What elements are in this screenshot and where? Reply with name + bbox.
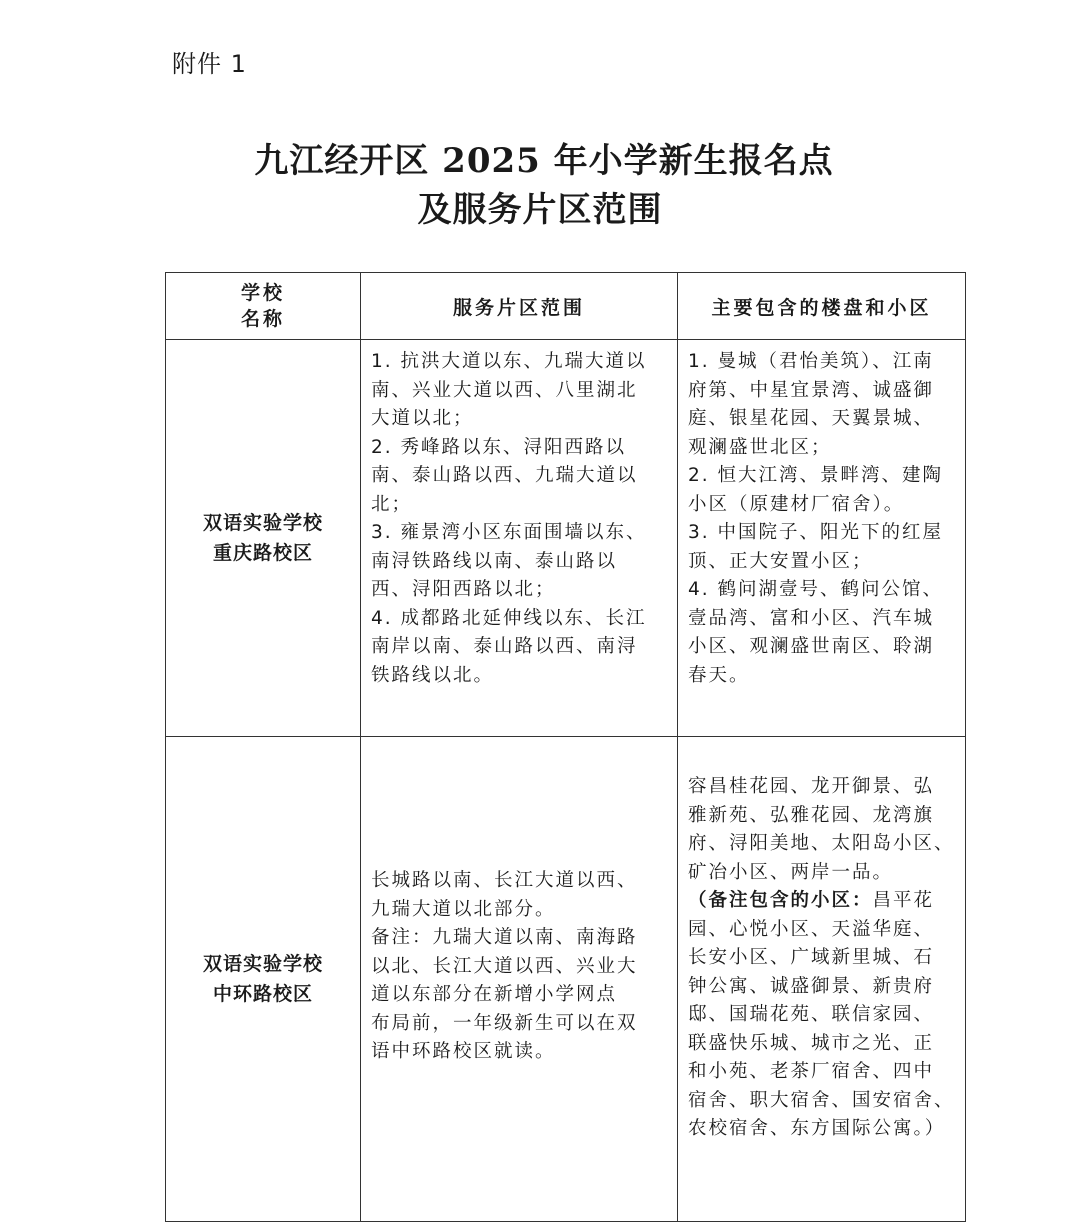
community-line: 钟公寓、诚盛御景、新贵府	[688, 975, 935, 997]
community-note-rest: 昌平花	[872, 890, 935, 911]
community-line: 长安小区、广域新里城、石	[688, 947, 935, 968]
community-line: 和小苑、老茶厂宿舍、四中	[688, 1061, 935, 1082]
community-line: 4. 鹤问湖壹号、鹤问公馆、	[688, 579, 944, 600]
range-line: 南浔铁路线以南、泰山路以	[371, 550, 618, 572]
attachment-label: 附件 1	[172, 50, 247, 78]
community-line: 1. 曼城（君怡美筑）、江南	[688, 351, 934, 372]
school-name-line2: 中环路校区	[212, 983, 313, 1005]
school-name-cell	[166, 737, 361, 1222]
header-school-line2: 名称	[240, 308, 285, 330]
range-line: 南、泰山路以西、九瑞大道以	[371, 465, 638, 486]
table-row	[166, 737, 966, 1222]
community-line: 2. 恒大江湾、景畔湾、建陶	[688, 465, 944, 486]
community-line: 容昌桂花园、龙开御景、弘	[688, 776, 935, 797]
school-name-line1: 双语实验学校	[202, 953, 323, 975]
range-line: 南、兴业大道以西、八里湖北	[371, 379, 638, 401]
community-line: 邸、国瑞花苑、联信家园、	[688, 1004, 935, 1025]
range-line: 道以东部分在新增小学网点	[371, 984, 618, 1006]
service-range-cell	[361, 340, 678, 737]
community-line: 宿舍、职大宿舍、国安宿舍、	[688, 1089, 955, 1111]
community-line: 农校宿舍、东方国际公寓。）	[688, 1118, 946, 1139]
range-line: 南岸以南、泰山路以西、南浔	[371, 636, 638, 657]
table-header-row	[166, 273, 966, 340]
header-school-name	[166, 273, 361, 340]
community-line: 壹品湾、富和小区、汽车城	[688, 607, 935, 629]
community-line	[688, 887, 959, 916]
enrollment-table	[165, 272, 966, 1222]
range-line: 布局前，一年级新生可以在双	[371, 1012, 638, 1034]
range-line: 九瑞大道以北部分。	[371, 898, 556, 920]
community-line: 3. 中国院子、阳光下的红屋	[688, 522, 944, 543]
community-line: 观澜盛世北区；	[688, 436, 832, 458]
community-line: 矿冶小区、两岸一品。	[688, 861, 894, 883]
school-name-cell	[166, 340, 361, 737]
header-school-line1: 学校	[240, 282, 285, 304]
table-row	[166, 340, 966, 737]
community-line: 雅新苑、弘雅花园、龙湾旗	[688, 804, 935, 826]
community-line: 府第、中星宜景湾、诚盛御	[688, 379, 935, 401]
communities-cell	[678, 340, 966, 737]
range-line: 2. 秀峰路以东、浔阳西路以	[371, 436, 627, 458]
range-line: 以北、长江大道以西、兴业大	[371, 955, 638, 977]
school-name-line2: 重庆路校区	[212, 542, 313, 564]
range-line: 4. 成都路北延伸线以东、长江	[371, 607, 647, 629]
header-service-range: 服务片区范围	[361, 273, 678, 340]
community-line: 园、心悦小区、天溢华庭、	[688, 918, 935, 940]
communities-cell	[678, 737, 966, 1222]
community-line: 春天。	[688, 664, 750, 686]
range-line: 长城路以南、长江大道以西、	[371, 870, 638, 892]
range-line: 备注：九瑞大道以南、南海路	[371, 927, 638, 949]
community-line: 小区、观澜盛世南区、聆湖	[688, 636, 935, 657]
community-line: 小区（原建材厂宿舍）。	[688, 493, 905, 515]
range-line: 大道以北；	[371, 408, 474, 429]
community-note-prefix: （备注包含的小区：	[688, 890, 873, 911]
document-title-line2: 及服务片区范围	[417, 190, 663, 230]
range-line: 铁路线以北。	[371, 664, 495, 686]
range-line: 西、浔阳西路以北；	[371, 579, 556, 600]
community-line: 顶、正大安置小区；	[688, 550, 873, 572]
community-line: 庭、银星花园、天翼景城、	[688, 408, 935, 429]
community-line: 联盛快乐城、城市之光、正	[688, 1032, 935, 1054]
service-range-cell	[361, 737, 678, 1222]
range-line: 语中环路校区就读。	[371, 1041, 556, 1063]
document-title-line1: 九江经开区 2025 年小学新生报名点	[254, 141, 834, 181]
range-line: 3. 雍景湾小区东面围墙以东、	[371, 522, 647, 543]
school-name-line1: 双语实验学校	[202, 512, 323, 534]
community-line: 府、浔阳美地、太阳岛小区、	[688, 833, 955, 854]
range-line: 北；	[371, 493, 413, 515]
header-communities: 主要包含的楼盘和小区	[678, 273, 966, 340]
range-line: 1. 抗洪大道以东、九瑞大道以	[371, 351, 647, 372]
